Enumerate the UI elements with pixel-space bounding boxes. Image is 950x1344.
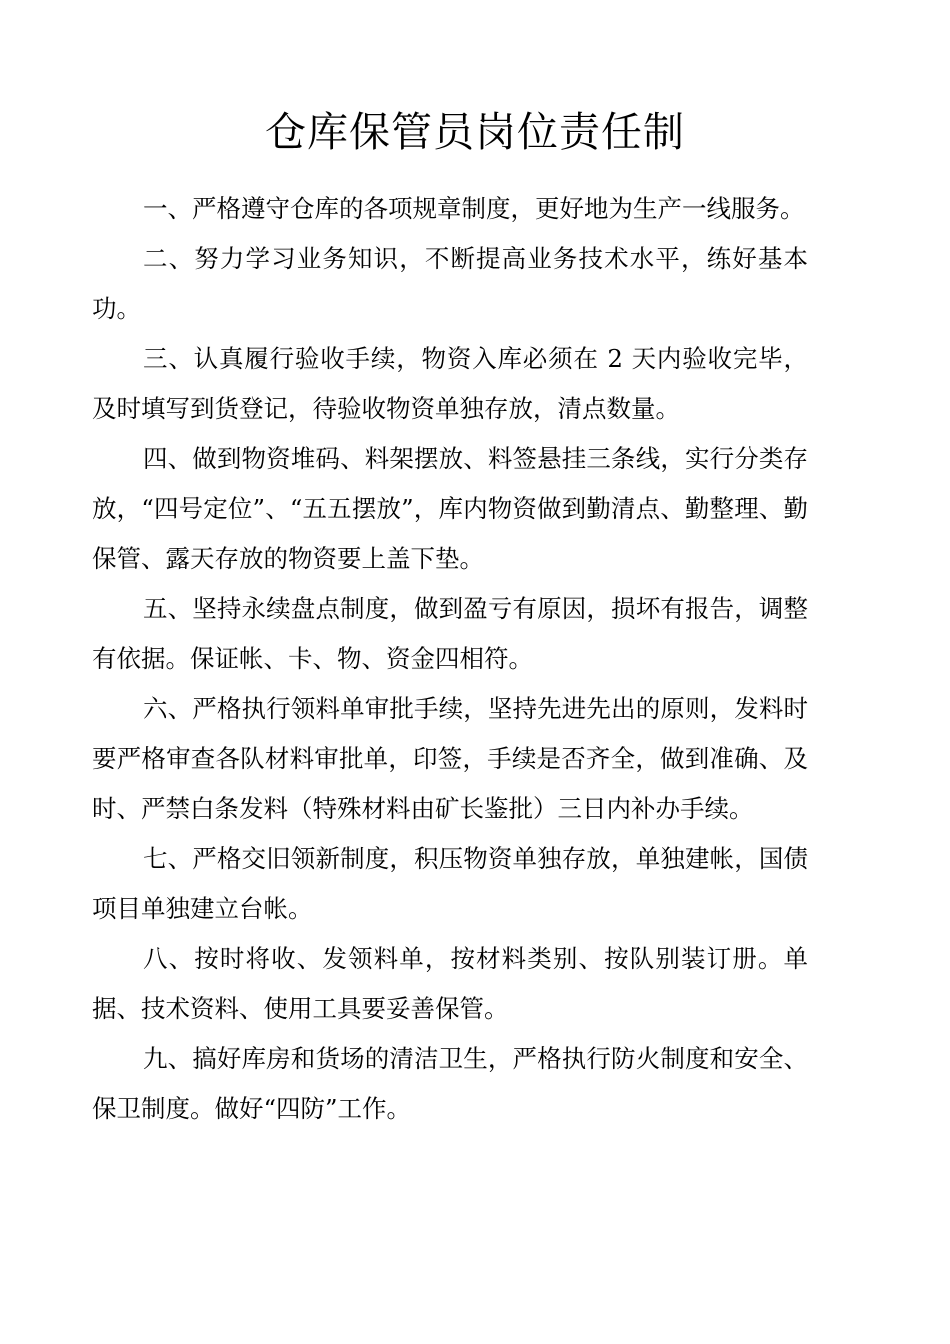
- clause-9: 九、搞好库房和货场的清洁卫生，严格执行防火制度和安全、保卫制度。做好“四防”工作。: [92, 1044, 808, 1123]
- clause-6: 六、严格执行领料单审批手续，坚持先进先出的原则，发料时要严格审查各队材料审批单，印签，手续是否齐全，做到准确、及时、严禁白条发料（特殊材料由矿长鉴批）三日内补办手续。: [92, 694, 808, 823]
- document-body: [92, 184, 808, 1134]
- clause-4: 四、做到物资堆码、料架摆放、料签悬挂三条线，实行分类存放，“四号定位”、“五五摆放”，库内物资做到勤清点、勤整理、勤保管、露天存放的物资要上盖下垫。: [92, 444, 808, 573]
- clause-3: 三、认真履行验收手续，物资入库必须在 2 天内验收完毕，及时填写到货登记，待验收物资单独存放，清点数量。: [92, 344, 808, 423]
- clause-1: 一、严格遵守仓库的各项规章制度，更好地为生产一线服务。: [143, 194, 805, 223]
- clause-5: 五、坚持永续盘点制度，做到盈亏有原因，损坏有报告，调整有依据。保证帐、卡、物、资金四相符。: [92, 594, 808, 673]
- clause-7: 七、严格交旧领新制度，积压物资单独存放，单独建帐，国债项目单独建立台帐。: [92, 844, 808, 923]
- document-title: 仓库保管员岗位责任制: [265, 108, 685, 156]
- clause-8: 八、按时将收、发领料单，按材料类别、按队别装订册。单据、技术资料、使用工具要妥善保管。: [92, 944, 808, 1023]
- clause-2: 二、努力学习业务知识，不断提高业务技术水平，练好基本功。: [92, 244, 808, 323]
